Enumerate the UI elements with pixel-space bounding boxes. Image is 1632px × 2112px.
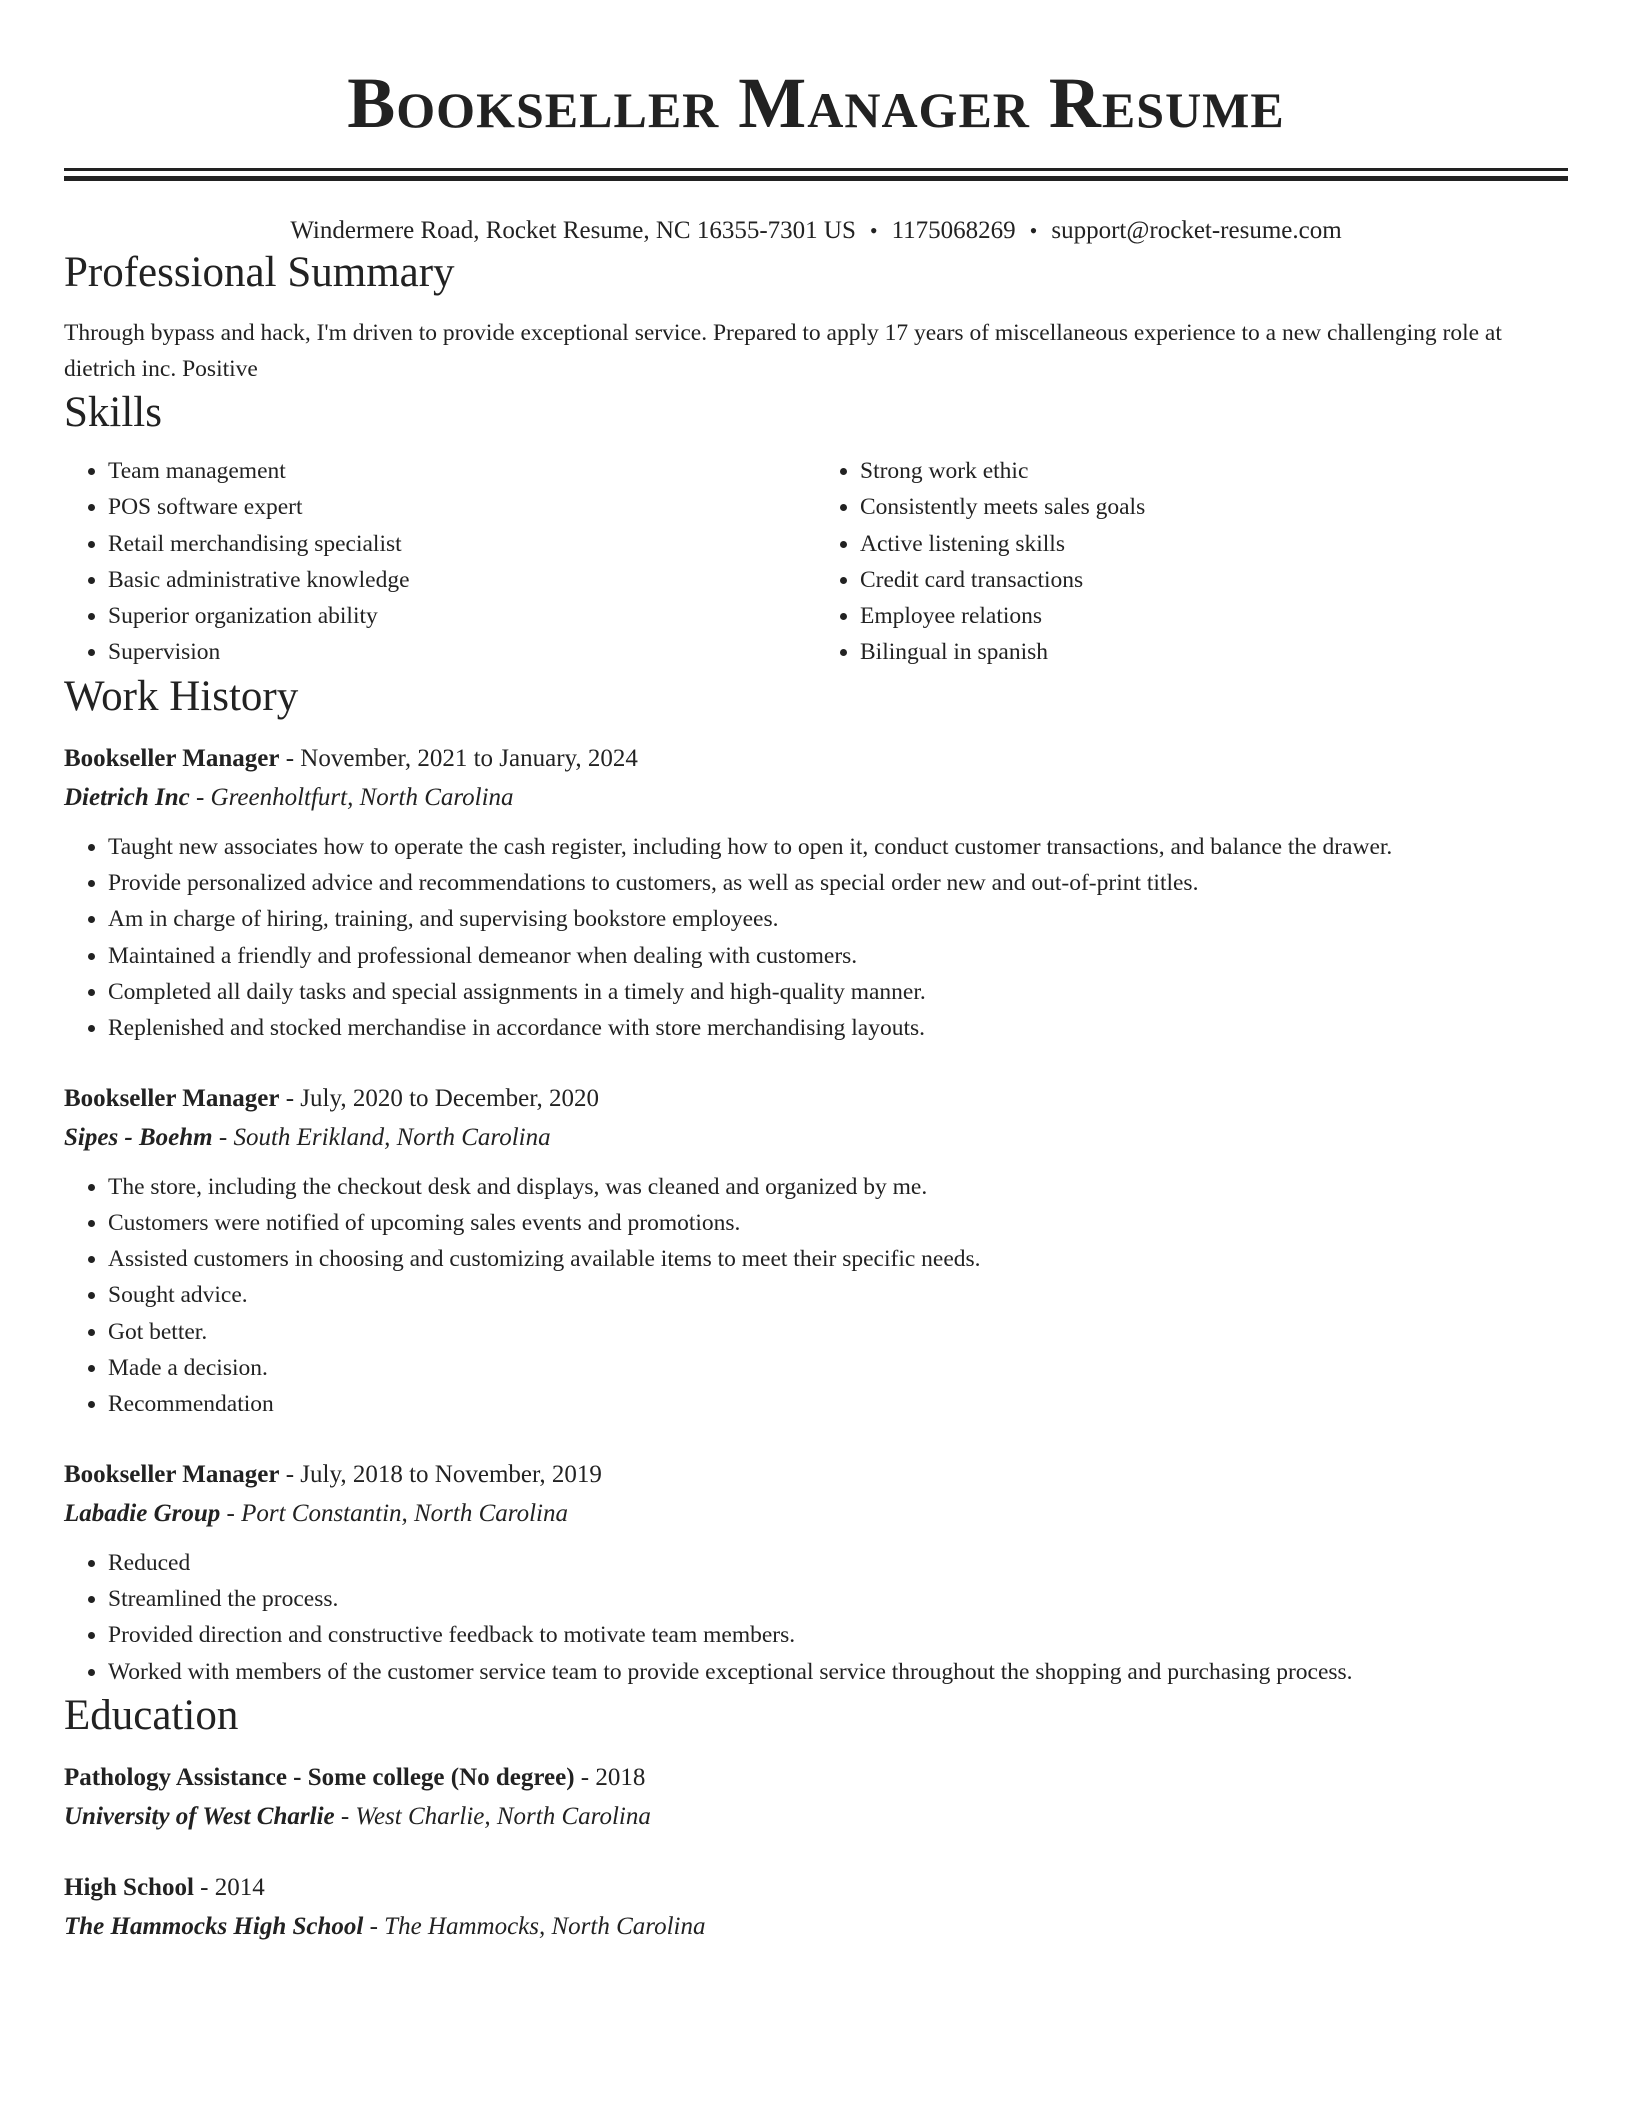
company-line xyxy=(64,779,1568,817)
contact-email: support@rocket-resume.com xyxy=(1051,217,1342,244)
section-heading-skills: Skills xyxy=(64,389,162,436)
resume-title: Bookseller Manager Resume xyxy=(347,63,1285,143)
company-name: Dietrich Inc xyxy=(64,783,190,811)
contact-line xyxy=(64,215,1568,247)
summary-text: Through bypass and hack, I'm driven to provide exceptional service. Prepared to apply 17 years of miscellaneous experience to a new challenging role at dietrich inc. Positive xyxy=(64,320,1502,382)
job-entry xyxy=(64,1455,1568,1690)
skill-item: • POS software expert xyxy=(108,489,816,525)
degree-year: - 2018 xyxy=(574,1763,646,1791)
job-bullet: • Sought advice. xyxy=(108,1277,1568,1313)
job-entry xyxy=(64,1079,1568,1423)
job-dates: - July, 2018 to November, 2019 xyxy=(279,1460,602,1488)
company-line xyxy=(64,1119,1568,1157)
job-bullet: • Reduced xyxy=(108,1545,1568,1581)
education-entry xyxy=(64,1868,1568,1946)
section-heading-summary: Professional Summary xyxy=(64,249,455,296)
school-location: - The Hammocks, North Carolina xyxy=(363,1912,706,1940)
company-name: Labadie Group xyxy=(64,1499,221,1527)
degree-line xyxy=(64,1758,1568,1798)
skill-item: • Credit card transactions xyxy=(860,562,1568,598)
job-dates: - July, 2020 to December, 2020 xyxy=(279,1084,600,1112)
job-bullet: • Worked with members of the customer service team to provide exceptional service throughout the shopping and purchasing process. xyxy=(108,1654,1568,1690)
job-bullet: • Got better. xyxy=(108,1314,1568,1350)
job-bullets xyxy=(64,1169,1568,1423)
degree-line xyxy=(64,1868,1568,1908)
skill-item: • Consistently meets sales goals xyxy=(860,489,1568,525)
section-heading-work-history: Work History xyxy=(64,672,299,720)
degree-name: Pathology Assistance - Some college (No degree) xyxy=(64,1763,575,1791)
job-bullet: • Assisted customers in choosing and customizing available items to meet their specific needs. xyxy=(108,1241,1568,1277)
school-name: University of West Charlie xyxy=(64,1802,335,1830)
title-double-rule xyxy=(64,168,1568,181)
degree-year: - 2014 xyxy=(193,1873,265,1901)
school-line xyxy=(64,1908,1568,1946)
contact-address: Windermere Road, Rocket Resume, NC 16355-7301 US xyxy=(290,217,856,244)
job-title-line xyxy=(64,739,1568,779)
job-bullet: • Replenished and stocked merchandise in accordance with store merchandising layouts. xyxy=(108,1010,1568,1046)
contact-separator: • xyxy=(1029,218,1038,243)
job-bullet: • Am in charge of hiring, training, and supervising bookstore employees. xyxy=(108,901,1568,937)
skill-item: • Employee relations xyxy=(860,598,1568,634)
job-dates: - November, 2021 to January, 2024 xyxy=(279,744,638,772)
company-location: - Greenholtfurt, North Carolina xyxy=(189,783,514,811)
job-bullet: • Made a decision. xyxy=(108,1350,1568,1386)
job-bullet: • Streamlined the process. xyxy=(108,1581,1568,1617)
degree-name: High School xyxy=(64,1873,194,1901)
education-entry xyxy=(64,1758,1568,1836)
skills-column-left xyxy=(64,453,816,671)
skill-item: • Team management xyxy=(108,453,816,489)
job-bullet: • Customers were notified of upcoming sales events and promotions. xyxy=(108,1205,1568,1241)
job-bullet: • Completed all daily tasks and special assignments in a timely and high-quality manner. xyxy=(108,974,1568,1010)
skills-column-right xyxy=(816,453,1568,671)
skill-item: • Bilingual in spanish xyxy=(860,634,1568,670)
skill-item: • Active listening skills xyxy=(860,526,1568,562)
skill-item: • Superior organization ability xyxy=(108,598,816,634)
company-name: Sipes - Boehm xyxy=(64,1123,213,1151)
job-bullet: • Taught new associates how to operate the cash register, including how to open it, conduct customer transactions, and balance the drawer. xyxy=(108,829,1568,865)
skill-item: • Basic administrative knowledge xyxy=(108,562,816,598)
school-location: - West Charlie, North Carolina xyxy=(334,1802,651,1830)
company-location: - South Erikland, North Carolina xyxy=(212,1123,551,1151)
contact-separator: • xyxy=(869,218,878,243)
job-title: Bookseller Manager xyxy=(64,744,280,772)
contact-phone: 1175068269 xyxy=(891,217,1016,244)
job-title-line xyxy=(64,1455,1568,1495)
job-bullet: • Provided direction and constructive feedback to motivate team members. xyxy=(108,1617,1568,1653)
skill-item: • Retail merchandising specialist xyxy=(108,526,816,562)
school-line xyxy=(64,1798,1568,1836)
job-bullets xyxy=(64,1545,1568,1690)
school-name: The Hammocks High School xyxy=(64,1912,364,1940)
job-title-line xyxy=(64,1079,1568,1119)
job-title: Bookseller Manager xyxy=(64,1084,280,1112)
section-heading-education: Education xyxy=(64,1691,239,1739)
company-location: - Port Constantin, North Carolina xyxy=(220,1499,568,1527)
job-bullet: • Provide personalized advice and recommendations to customers, as well as special order new and out-of-print titles. xyxy=(108,865,1568,901)
job-bullet: • Recommendation xyxy=(108,1386,1568,1422)
job-bullet: • The store, including the checkout desk and displays, was cleaned and organized by me. xyxy=(108,1169,1568,1205)
skills-list xyxy=(64,453,1568,671)
job-bullet: • Maintained a friendly and professional demeanor when dealing with customers. xyxy=(108,938,1568,974)
job-title: Bookseller Manager xyxy=(64,1460,280,1488)
skill-item: • Supervision xyxy=(108,634,816,670)
skill-item: • Strong work ethic xyxy=(860,453,1568,489)
job-entry xyxy=(64,739,1568,1047)
job-bullets xyxy=(64,829,1568,1047)
company-line xyxy=(64,1495,1568,1533)
